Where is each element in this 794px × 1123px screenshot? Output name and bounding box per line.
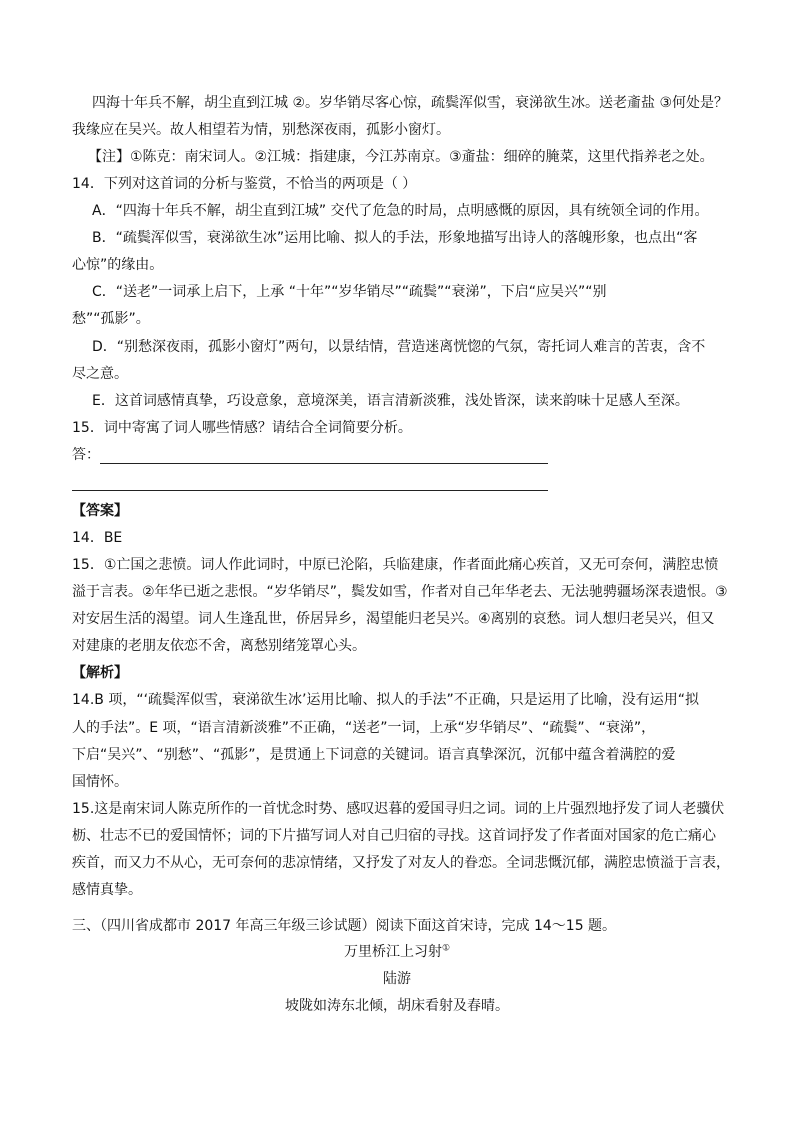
- answer-15-line-2: 溢于言表。②年华已逝之悲恨。“岁华销尽”，鬓发如雪，作者对自己年华老去、无法驰骋疆场深表遗恨。③: [72, 584, 728, 600]
- poem-title: [0, 943, 794, 961]
- answer-label: 答：: [72, 447, 100, 463]
- question-14-stem: 14．下列对这首词的分析与鉴赏，不恰当的两项是（ ）: [72, 176, 417, 192]
- answer-14: 14．BE: [72, 530, 123, 546]
- analysis-15-line-2: 枥、壮志不已的爱国情怀；词的下片描写词人对自己归宿的寻找。这首词抒发了作者面对国家的危亡痛心: [72, 828, 716, 844]
- option-c-line-2: 愁”“孤影”。: [72, 311, 150, 327]
- analysis-14-line-1: 14.B 项，“‘疏鬓浑似雪，衰涕欲生冰’运用比喻、拟人的手法”不正确，只是运用了比喻，没有运用“拟: [72, 692, 699, 708]
- analysis-14-line-4: 国情怀。: [72, 774, 128, 790]
- answer-15-line-3: 对安居生活的渴望。词人生逢乱世，侨居异乡，渴望能归老吴兴。④离别的哀愁。词人想归老吴兴，但又: [72, 611, 715, 627]
- question-15-stem: 15．词中寄寓了词人哪些情感？请结合全词简要分析。: [72, 420, 412, 436]
- analysis-header: 【解析】: [72, 665, 128, 681]
- option-e: E．这首词感情真挚，巧设意象，意境深美，语言清新淡雅，浅处皆深，读来韵味十足感人至深。: [92, 393, 689, 409]
- analysis-14-line-2: 人的手法”。E 项，“语言清新淡雅”不正确，“送老”一词，上承“岁华销尽”、“疏鬓”、“衰涕”，: [72, 720, 656, 736]
- poem-title-note: ①: [441, 943, 451, 954]
- answer-15-line-4: 对建康的老朋友依恋不舍，离愁别绪笼罩心头。: [72, 638, 366, 654]
- analysis-15-line-3: 疾首，而又力不从心，无可奈何的悲凉情绪，又抒发了对友人的眷恋。全词悲慨沉郁，满腔忠愤溢于言表，: [72, 855, 730, 871]
- answer-blank-line-1: [100, 463, 548, 464]
- answer-blank-line-2: [72, 490, 548, 491]
- option-d-line-1: D．“别愁深夜雨，孤影小窗灯”两句，以景结情，营造迷离恍惚的气氛，寄托词人难言的苦衷，含不: [92, 339, 706, 355]
- option-c-line-1: C．“送老”一词承上启下，上承 “十年”“岁华销尽”“疏鬓”“衰涕”，下启“应吴兴”“别: [92, 284, 607, 300]
- poem-title-text: 万里桥江上习射: [343, 944, 442, 960]
- analysis-15-line-4: 感情真挚。: [72, 882, 142, 898]
- option-a: A．“四海十年兵不解，胡尘直到江城” 交代了危急的时局，点明感慨的原因，具有统领全词的作用。: [92, 203, 709, 219]
- analysis-15-line-1: 15.这是南宋词人陈克所作的一首忧念时势、感叹迟暮的爱国寻归之词。词的上片强烈地抒发了词人老骥伏: [72, 801, 725, 817]
- poem-line-2: 我缘应在吴兴。故人相望若为情，别愁深夜雨，孤影小窗灯。: [72, 122, 450, 138]
- poem-first-line: 坡陇如涛东北倾，胡床看射及春晴。: [285, 998, 509, 1014]
- poem-author: 陆游: [383, 971, 411, 987]
- option-d-line-2: 尽之意。: [72, 366, 128, 382]
- section-3-heading: 三、（四川省成都市 2017 年高三年级三诊试题）阅读下面这首宋诗，完成 14～15 题。: [72, 918, 617, 934]
- answer-15-line-1: 15．①亡国之悲愤。词人作此词时，中原已沦陷，兵临建康，作者面此痛心疾首，又无可奈何，满腔忠愤: [72, 557, 719, 573]
- annotation-note: 【注】①陈克：南宋词人。②江城：指建康，今江苏南京。③齑盐：细碎的腌菜，这里代指养老之处。: [88, 149, 714, 165]
- analysis-14-line-3: 下启“吴兴”、“别愁”、“孤影”，是贯通上下词意的关键词。语言真挚深沉，沉郁中蕴含着满腔的爱: [72, 747, 676, 763]
- poem-line-1: 四海十年兵不解，胡尘直到江城 ②。岁华销尽客心惊，疏鬓浑似雪，衰涕欲生冰。送老齑盐 ③何处是？: [92, 95, 728, 111]
- answer-header: 【答案】: [72, 503, 128, 519]
- option-b-line-1: B．“疏鬓浑似雪，衰涕欲生冰”运用比喻、拟人的手法，形象地描写出诗人的落魄形象，也点出“客: [92, 230, 698, 246]
- option-b-line-2: 心惊”的缘由。: [72, 257, 164, 273]
